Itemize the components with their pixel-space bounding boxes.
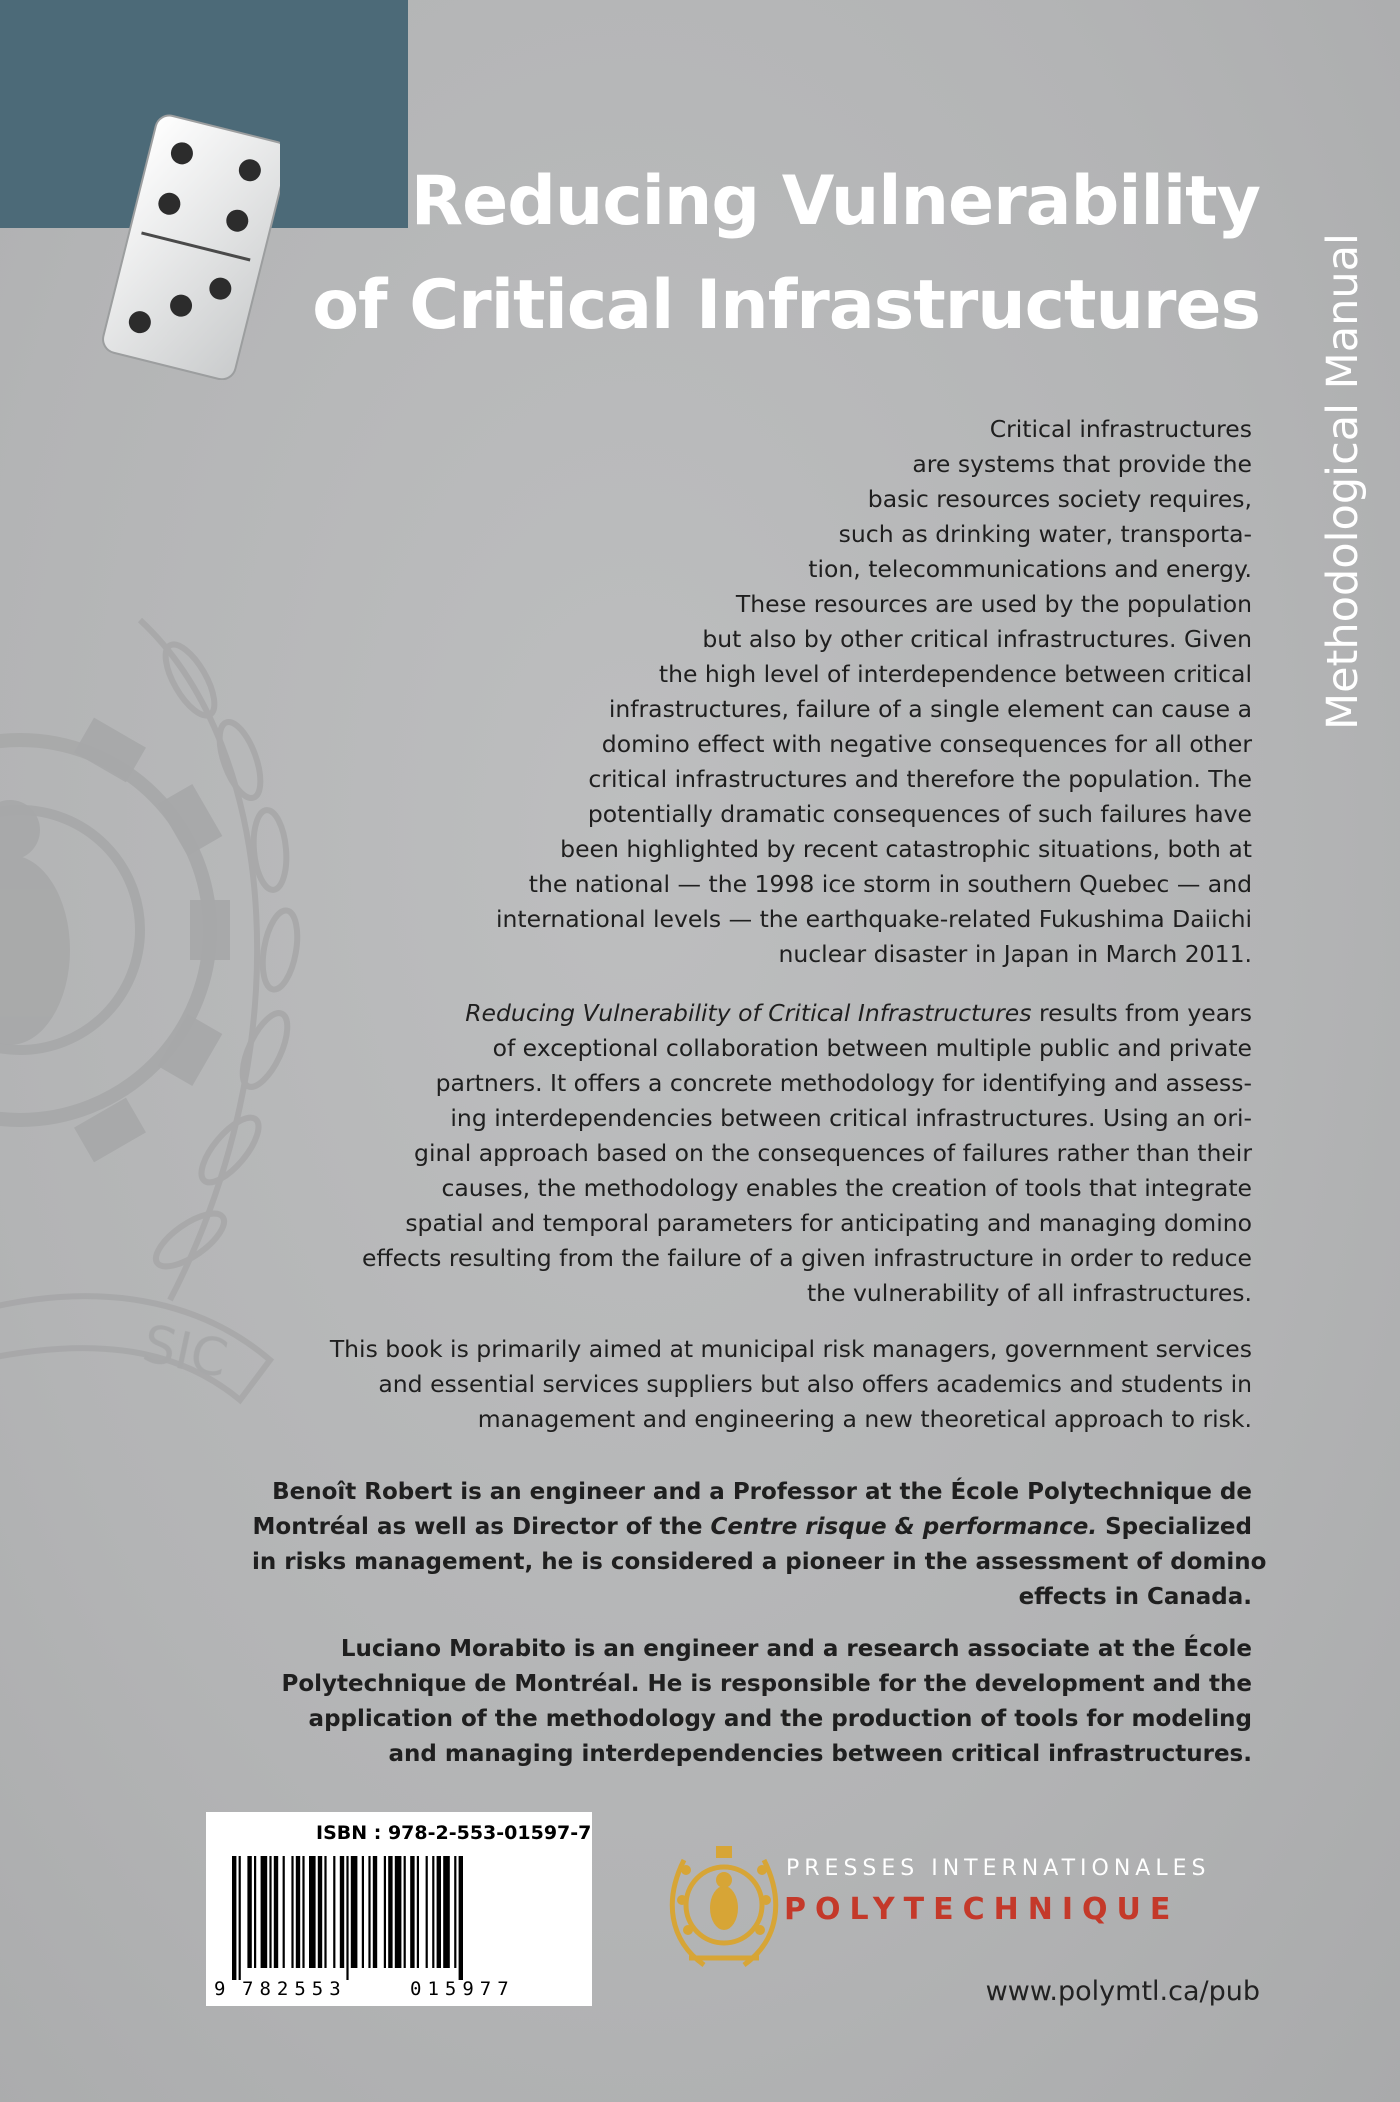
description-paragraph-3 <box>252 1332 1252 1437</box>
barcode-bar <box>283 1856 285 1968</box>
author-bio-robert <box>252 1475 1267 1615</box>
text-line: the vulnerability of all infrastructures. <box>806 1279 1252 1307</box>
publisher-logo-icon <box>664 1830 784 1980</box>
centre-name-italic: Centre risque & performance. <box>710 1514 1098 1540</box>
text-line: Critical infrastructures <box>989 415 1252 443</box>
barcode-bar <box>254 1856 256 1968</box>
text-line: application of the methodology and the production of tools for modeling <box>308 1706 1252 1732</box>
description-paragraph-2 <box>252 996 1252 1311</box>
text-line: spatial and temporal parameters for anticipating and managing domino <box>405 1209 1252 1237</box>
text-line: nuclear disaster in Japan in March 2011. <box>778 940 1252 968</box>
text-span: Montréal as well as Director of the <box>252 1514 711 1540</box>
text-line: Benoît Robert is an engineer and a Professor at the École Polytechnique de <box>272 1479 1252 1505</box>
barcode-bar <box>318 1856 322 1968</box>
text-line: potentially dramatic consequences of such failures have <box>587 800 1252 828</box>
text-line: infrastructures, failure of a single element can cause a <box>608 695 1252 723</box>
book-title <box>260 150 1260 358</box>
publisher-name-line-1: PRESSES INTERNATIONALES <box>786 1856 1211 1881</box>
barcode-bar <box>410 1856 414 1968</box>
barcode-bar <box>302 1856 304 1968</box>
publisher-website: www.polymtl.ca/pub <box>985 1976 1260 2007</box>
barcode-bar <box>373 1856 377 1968</box>
text-span: results from years <box>1031 999 1252 1027</box>
barcode-icon <box>228 1856 570 1980</box>
barcode-bar <box>417 1856 419 1968</box>
barcode-bar <box>351 1856 358 1968</box>
barcode-bar <box>274 1856 278 1968</box>
description-paragraph-1 <box>352 412 1252 972</box>
text-line: ginal approach based on the consequences of failures rather than their <box>414 1139 1252 1167</box>
text-line: but also by other critical infrastructures. Given <box>702 625 1252 653</box>
isbn-digits-left: 782553 <box>242 1978 347 2000</box>
barcode-bar <box>309 1856 316 1968</box>
subtitle-vertical: Methodological Manual <box>1318 233 1368 730</box>
barcode-bar <box>395 1856 402 1968</box>
text-line: Polytechnique de Montréal. He is responsible for the development and the <box>281 1671 1252 1697</box>
domino-icon <box>100 110 280 380</box>
book-title-italic: Reducing Vulnerability of Critical Infrastructures <box>465 999 1032 1027</box>
isbn-barcode-box <box>206 1812 592 2006</box>
barcode-bar <box>454 1856 456 1968</box>
text-line <box>252 996 1252 1031</box>
text-line: are systems that provide the <box>912 450 1252 478</box>
barcode-bar <box>368 1856 370 1968</box>
barcode-bar <box>432 1856 434 1968</box>
text-line: been highlighted by recent catastrophic situations, both at <box>560 835 1252 863</box>
barcode-bar <box>404 1856 406 1968</box>
barcode-bar <box>459 1856 463 1980</box>
barcode-bar <box>333 1856 335 1968</box>
text-line: the high level of interdependence between critical <box>658 660 1252 688</box>
text-line: tion, telecommunications and energy. <box>808 555 1252 583</box>
barcode-bar <box>324 1856 326 1968</box>
barcode-bar <box>247 1856 251 1968</box>
barcode-bar <box>443 1856 450 1968</box>
text-line: This book is primarily aimed at municipal risk managers, government services <box>329 1335 1252 1363</box>
barcode-bar <box>426 1856 428 1968</box>
text-line: international levels — the earthquake-related Fukushima Daiichi <box>495 905 1252 933</box>
barcode-bar <box>269 1856 271 1968</box>
text-line: of exceptional collaboration between multiple public and private <box>492 1034 1252 1062</box>
barcode-bar <box>239 1856 241 1980</box>
text-line: and essential services suppliers but also offers academics and students in <box>378 1370 1252 1398</box>
text-line: such as drinking water, transporta- <box>838 520 1252 548</box>
text-line: and managing interdependencies between critical infrastructures. <box>388 1741 1252 1767</box>
text-line: Luciano Morabito is an engineer and a research associate at the École <box>340 1636 1252 1662</box>
text-line: causes, the methodology enables the creation of tools that integrate <box>441 1174 1252 1202</box>
text-line: ing interdependencies between critical infrastructures. Using an ori- <box>450 1104 1252 1132</box>
barcode-bar <box>340 1856 344 1968</box>
text-line: partners. It offers a concrete methodology for identifying and assess- <box>435 1069 1252 1097</box>
text-line: basic resources society requires, <box>867 485 1252 513</box>
barcode-bar <box>232 1856 236 1980</box>
barcode-bar <box>346 1856 348 1980</box>
title-line-1: Reducing Vulnerability <box>410 162 1260 241</box>
text-line: critical infrastructures and therefore the population. The <box>588 765 1252 793</box>
author-bio-morabito <box>252 1632 1252 1772</box>
isbn-digit-first: 9 <box>214 1978 226 2000</box>
barcode-bar <box>291 1856 293 1968</box>
barcode-bar <box>384 1856 386 1968</box>
text-line: in risks management, he is considered a pioneer in the assessment of domino <box>252 1549 1267 1575</box>
text-line: the national — the 1998 ice storm in southern Quebec — and <box>528 870 1252 898</box>
barcode-bar <box>296 1856 300 1968</box>
text-line <box>252 1510 1252 1545</box>
text-line: management and engineering a new theoretical approach to risk. <box>477 1405 1252 1433</box>
isbn-digits-right: 015977 <box>410 1978 515 2000</box>
barcode-bar <box>261 1856 268 1968</box>
text-line: effects resulting from the failure of a given infrastructure in order to reduce <box>361 1244 1252 1272</box>
svg-text:SIC: SIC <box>137 1314 233 1391</box>
barcode-bar <box>437 1856 441 1968</box>
publisher-name-line-2: POLYTECHNIQUE <box>784 1892 1180 1927</box>
isbn-label: ISBN : 978-2-553-01597-7 <box>316 1822 592 1844</box>
text-line: domino effect with negative consequences for all other <box>601 730 1252 758</box>
barcode-bar <box>362 1856 364 1968</box>
text-span: Specialized <box>1097 1514 1252 1540</box>
text-line: These resources are used by the population <box>735 590 1252 618</box>
text-line: effects in Canada. <box>1018 1584 1252 1610</box>
title-line-2: of Critical Infrastructures <box>312 266 1260 345</box>
barcode-bar <box>388 1856 392 1968</box>
